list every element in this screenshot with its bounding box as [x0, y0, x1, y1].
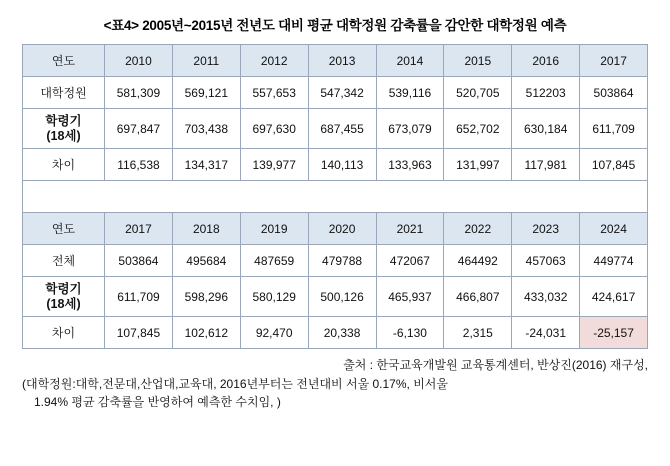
table-row: [23, 245, 648, 277]
table-cell: -24,031: [512, 317, 580, 349]
table-cell: 133,963: [376, 149, 444, 181]
column-header: 연도: [23, 213, 105, 245]
table-cell: 433,032: [512, 277, 580, 317]
row-label: 차이: [23, 149, 105, 181]
table-cell: 107,845: [105, 317, 173, 349]
table-block-separator: [23, 181, 648, 213]
table-cell: 140,113: [308, 149, 376, 181]
column-header: 2018: [172, 213, 240, 245]
table-cell: 472067: [376, 245, 444, 277]
row-label: 차이: [23, 317, 105, 349]
table-cell: 102,612: [172, 317, 240, 349]
row-label-sub: (18세): [46, 128, 81, 143]
row-label: [23, 109, 105, 149]
table-row: [23, 77, 648, 109]
table-cell: 703,438: [172, 109, 240, 149]
column-header: 2013: [308, 45, 376, 77]
table-cell: 652,702: [444, 109, 512, 149]
column-header: 2024: [580, 213, 648, 245]
table-cell: 611,709: [105, 277, 173, 317]
column-header: 2021: [376, 213, 444, 245]
table-cell: 611,709: [580, 109, 648, 149]
column-header: 2019: [240, 213, 308, 245]
table-cell: 116,538: [105, 149, 173, 181]
column-header: 2022: [444, 213, 512, 245]
table-cell: 479788: [308, 245, 376, 277]
table-cell: 697,847: [105, 109, 173, 149]
column-header: 2023: [512, 213, 580, 245]
table-cell: 539,116: [376, 77, 444, 109]
table-cell: -6,130: [376, 317, 444, 349]
table-cell: 107,845: [580, 149, 648, 181]
row-label-main: 학령기: [45, 282, 82, 297]
page-title: [14, 14, 656, 34]
title-text: 2005년~2015년 전년도 대비 평균 대학정원 감축률을 감안한 대학정원 예측: [142, 18, 567, 33]
table-cell: 465,937: [376, 277, 444, 317]
table-cell: 557,653: [240, 77, 308, 109]
table-cell-highlighted: -25,157: [580, 317, 648, 349]
table-cell: 520,705: [444, 77, 512, 109]
table-header-row-block2: [23, 213, 648, 245]
table-cell: 580,129: [240, 277, 308, 317]
table-row: [23, 149, 648, 181]
table-cell: 581,309: [105, 77, 173, 109]
row-label: [23, 277, 105, 317]
column-header: 2017: [105, 213, 173, 245]
table-cell: 20,338: [308, 317, 376, 349]
table-cell: 487659: [240, 245, 308, 277]
table-cell: 117,981: [512, 149, 580, 181]
table-cell: 500,126: [308, 277, 376, 317]
column-header: 2020: [308, 213, 376, 245]
university-quota-forecast-table: [22, 44, 648, 349]
row-label: 대학정원: [23, 77, 105, 109]
table-cell: 424,617: [580, 277, 648, 317]
column-header: 2017: [580, 45, 648, 77]
column-header: 2011: [172, 45, 240, 77]
table-header-row-block1: [23, 45, 648, 77]
table-cell: 464492: [444, 245, 512, 277]
column-header: 2016: [512, 45, 580, 77]
title-tag: <표4>: [103, 18, 139, 33]
table-cell: 547,342: [308, 77, 376, 109]
column-header: 2010: [105, 45, 173, 77]
table-cell: 92,470: [240, 317, 308, 349]
table-row: [23, 277, 648, 317]
source-note: 출처 : 한국교육개발원 교육통계센터, 반상진(2016) 재구성,: [343, 358, 648, 372]
column-header: 2014: [376, 45, 444, 77]
table-cell: 598,296: [172, 277, 240, 317]
table-cell: 673,079: [376, 109, 444, 149]
note-line-2: 1.94% 평균 감축률을 반영하여 예측한 수치임, ): [34, 395, 281, 409]
row-label-sub: (18세): [46, 296, 81, 311]
table-cell: 495684: [172, 245, 240, 277]
row-label: 전체: [23, 245, 105, 277]
row-label-main: 학령기: [45, 114, 82, 129]
note-line-1: (대학정원:대학,전문대,산업대,교육대, 2016년부터는 전년대비 서울 0.17%, 비서울: [22, 377, 448, 391]
table-cell: 503864: [580, 77, 648, 109]
table-cell: 697,630: [240, 109, 308, 149]
separator-cell: [23, 181, 648, 213]
table-cell: 139,977: [240, 149, 308, 181]
table-cell: 2,315: [444, 317, 512, 349]
table-notes: [22, 356, 648, 411]
table-cell: 512203: [512, 77, 580, 109]
table-row: [23, 317, 648, 349]
table-cell: 134,317: [172, 149, 240, 181]
column-header: 2012: [240, 45, 308, 77]
table-cell: 131,997: [444, 149, 512, 181]
table-cell: 449774: [580, 245, 648, 277]
column-header: 연도: [23, 45, 105, 77]
table-cell: 466,807: [444, 277, 512, 317]
table-cell: 457063: [512, 245, 580, 277]
table-cell: 630,184: [512, 109, 580, 149]
table-cell: 503864: [105, 245, 173, 277]
table-row: [23, 109, 648, 149]
table-cell: 687,455: [308, 109, 376, 149]
table-cell: 569,121: [172, 77, 240, 109]
column-header: 2015: [444, 45, 512, 77]
